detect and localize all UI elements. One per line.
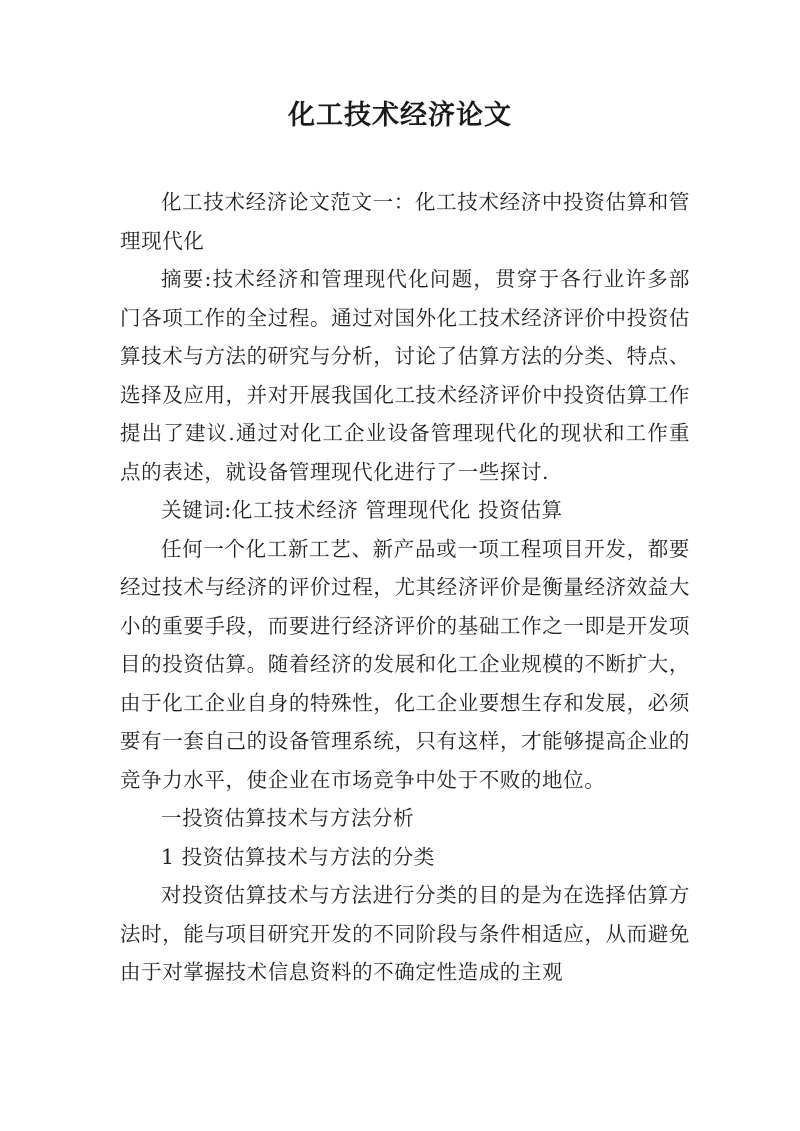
paragraph-heading: 化工技术经济论文范文一：化工技术经济中投资估算和管理现代化: [120, 190, 690, 253]
document-title: 化工技术经济论文: [288, 100, 512, 131]
paragraph-intro: 任何一个化工新工艺、新产品或一项工程项目开发，都要经过技术与经济的评价过程，尤其经济评价是衡量经济效益大小的重要手段，而要进行经济评价的基础工作之一即是开发项目的投资估算。随着经济的发展和化工企业规模的不断扩大，由于化工企业自身的特殊性，化工企业要想生存和发展，必须要有一套自己的设备管理系统，只有这样，才能够提高企业的竞争力水平，使企业在市场竞争中处于不败的地位。: [120, 536, 690, 792]
paragraph-abstract: 摘要:技术经济和管理现代化问题，贯穿于各行业许多部门各项工作的全过程。通过对国外化工技术经济评价中投资估算技术与方法的研究与分析，讨论了估算方法的分类、特点、选择及应用，并对开展我国化工技术经济评价中投资估算工作提出了建议.通过对化工企业设备管理现代化的现状和工作重点的表述，就设备管理现代化进行了一些探讨.: [120, 267, 690, 484]
section-heading: 一投资估算技术与方法分析: [161, 806, 415, 830]
paragraph-keywords: 关键词:化工技术经济 管理现代化 投资估算: [161, 498, 563, 522]
document-body: [120, 183, 690, 992]
subsection-heading: 1 投资估算技术与方法的分类: [161, 844, 435, 869]
paragraph-body: 对投资估算技术与方法进行分类的目的是为在选择估算方法时，能与项目研究开发的不同阶段与条件相适应，从而避免由于对掌握技术信息资料的不确定性造成的主观: [120, 883, 690, 984]
